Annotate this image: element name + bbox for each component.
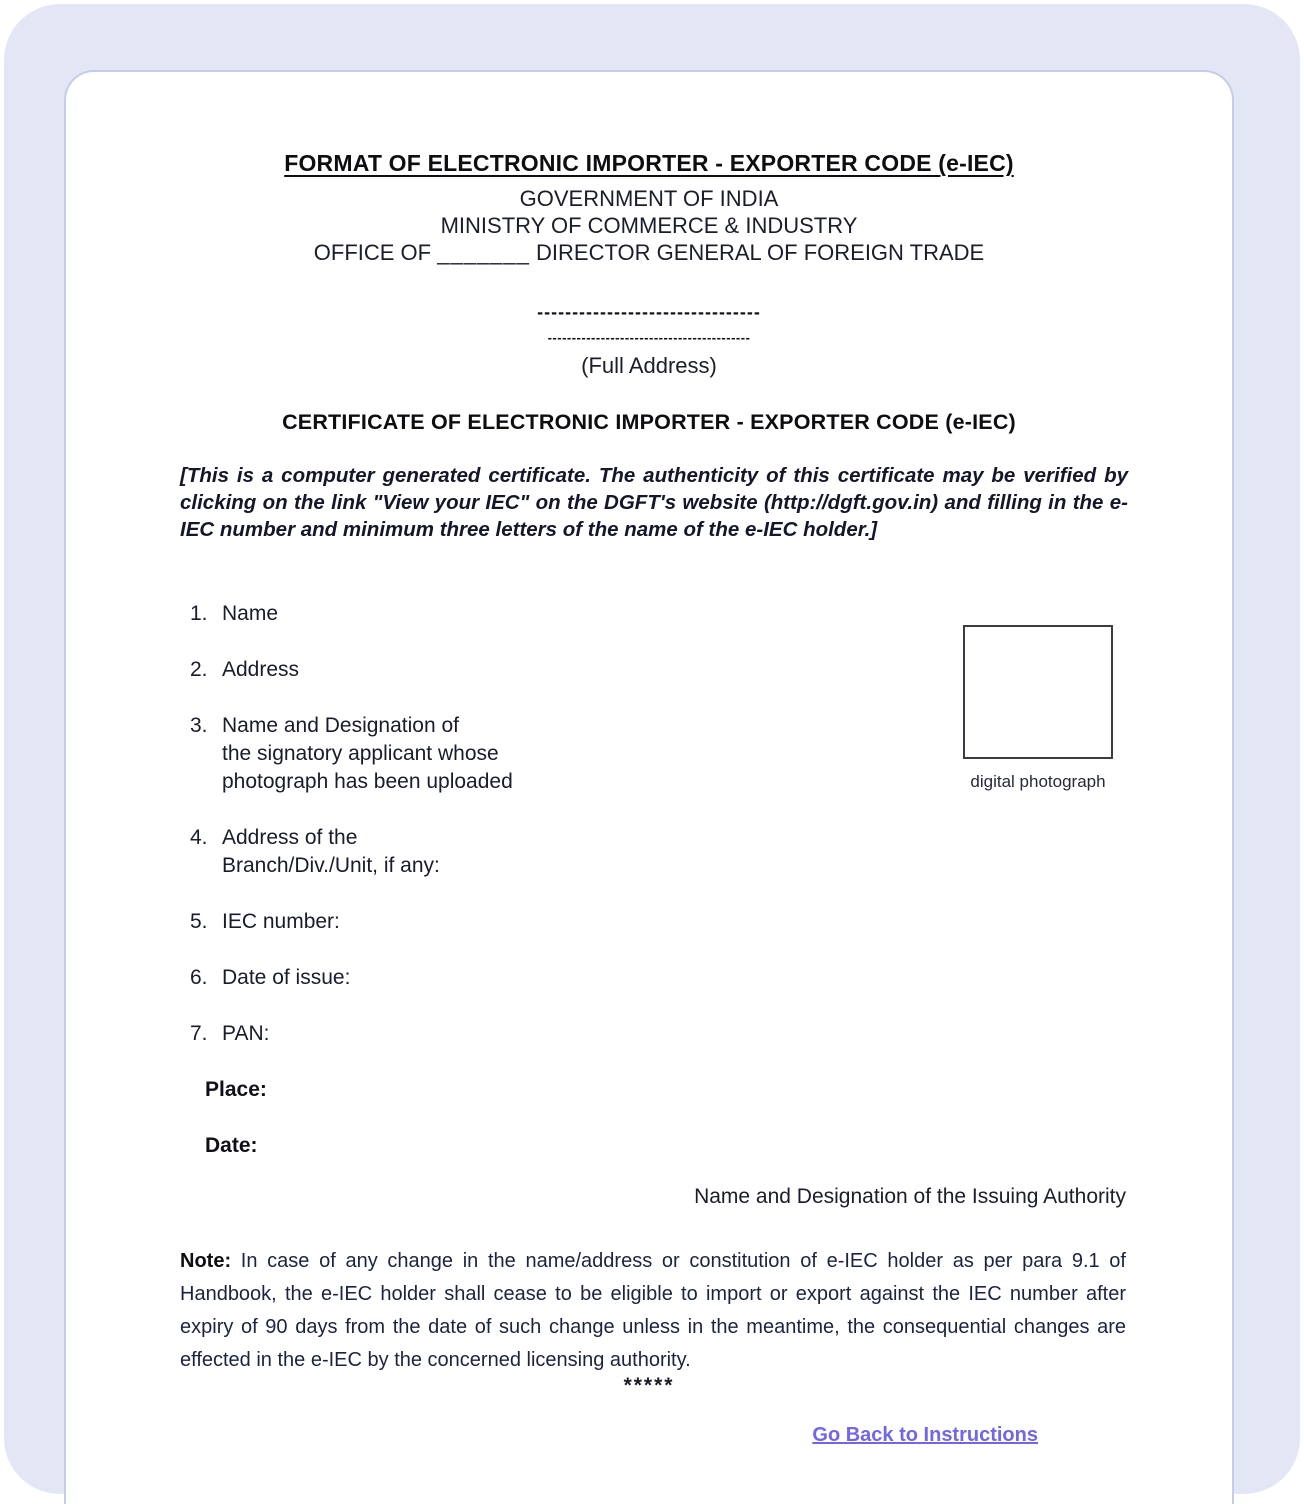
field-number: 4.	[190, 826, 208, 849]
certificate-title: CERTIFICATE OF ELECTRONIC IMPORTER - EXPORTER CODE (e-IEC)	[282, 410, 1016, 434]
digital-photograph-label: digital photograph	[970, 772, 1106, 791]
field-label-line: Address of the	[222, 826, 358, 849]
field-iec-number	[190, 908, 932, 936]
document-header	[66, 150, 1232, 266]
field-label: Address	[222, 658, 300, 681]
digital-photograph-box	[963, 625, 1113, 759]
field-label	[222, 824, 440, 880]
footer-link-row	[66, 1424, 1232, 1447]
field-label-line: the signatory applicant whose	[222, 742, 499, 765]
field-label: Name	[222, 602, 279, 625]
field-name	[190, 600, 932, 628]
address-dashed-line-1: --------------------------------	[537, 302, 761, 322]
header-government-line: GOVERNMENT OF INDIA	[519, 186, 779, 211]
field-branch-address	[190, 824, 932, 880]
field-label-line: Branch/Div./Unit, if any:	[222, 854, 440, 877]
issuing-authority-line: Name and Designation of the Issuing Authority	[694, 1185, 1126, 1208]
note-label: Note:	[180, 1250, 232, 1272]
asterisk-divider: *****	[623, 1374, 675, 1397]
field-date-of-issue	[190, 964, 932, 992]
office-blank-line: _______	[437, 240, 530, 265]
full-address-label: (Full Address)	[581, 353, 717, 378]
photo-section	[963, 625, 1113, 792]
document-title: FORMAT OF ELECTRONIC IMPORTER - EXPORTER CODE (e-IEC)	[284, 150, 1014, 176]
address-dashed-line-2: ------------------------------------------	[547, 330, 751, 345]
field-number: 1.	[190, 602, 208, 625]
go-back-to-instructions-link[interactable]: Go Back to Instructions	[812, 1424, 1038, 1446]
fields-list	[190, 600, 932, 1188]
field-number: 6.	[190, 966, 208, 989]
field-number: 3.	[190, 714, 208, 737]
header-office-line	[66, 239, 1232, 266]
address-block	[66, 302, 1232, 379]
field-number: 7.	[190, 1022, 208, 1045]
field-label-line: photograph has been uploaded	[222, 770, 513, 793]
field-pan	[190, 1020, 932, 1048]
field-address	[190, 656, 932, 684]
note-text: In case of any change in the name/address or constitution of e-IEC holder as per para 9.1 of Handbook, the e-IEC holder shall cease to be eligible to import or export against the IEC number after expiry of 90 days from the date of such change unless in the meantime, the consequential changes are effected in the e-IEC by the concerned licensing authority.	[180, 1250, 1126, 1371]
field-label: PAN:	[222, 1022, 270, 1045]
field-signatory	[190, 712, 932, 796]
field-label: Date of issue:	[222, 966, 351, 989]
header-ministry-line: MINISTRY OF COMMERCE & INDUSTRY	[440, 213, 858, 238]
date-label: Date:	[205, 1134, 258, 1157]
dgft-text: DIRECTOR GENERAL OF FOREIGN TRADE	[529, 240, 985, 265]
field-label-line: Name and Designation of	[222, 714, 459, 737]
field-label: IEC number:	[222, 910, 340, 933]
field-number: 2.	[190, 658, 208, 681]
place-label: Place:	[205, 1078, 267, 1101]
field-number: 5.	[190, 910, 208, 933]
note-paragraph	[66, 1245, 1232, 1377]
office-of-text: OFFICE OF	[313, 240, 438, 265]
field-label	[222, 712, 513, 796]
disclaimer-paragraph: [This is a computer generated certificate. The authenticity of this certificate may be verified by clicking on the link "View your IEC" on the DGFT's website (http://dgft.gov.in) and filling in the e-IEC number and minimum three letters of the name of the e-IEC holder.]	[180, 464, 1128, 541]
certificate-document	[64, 70, 1234, 1504]
